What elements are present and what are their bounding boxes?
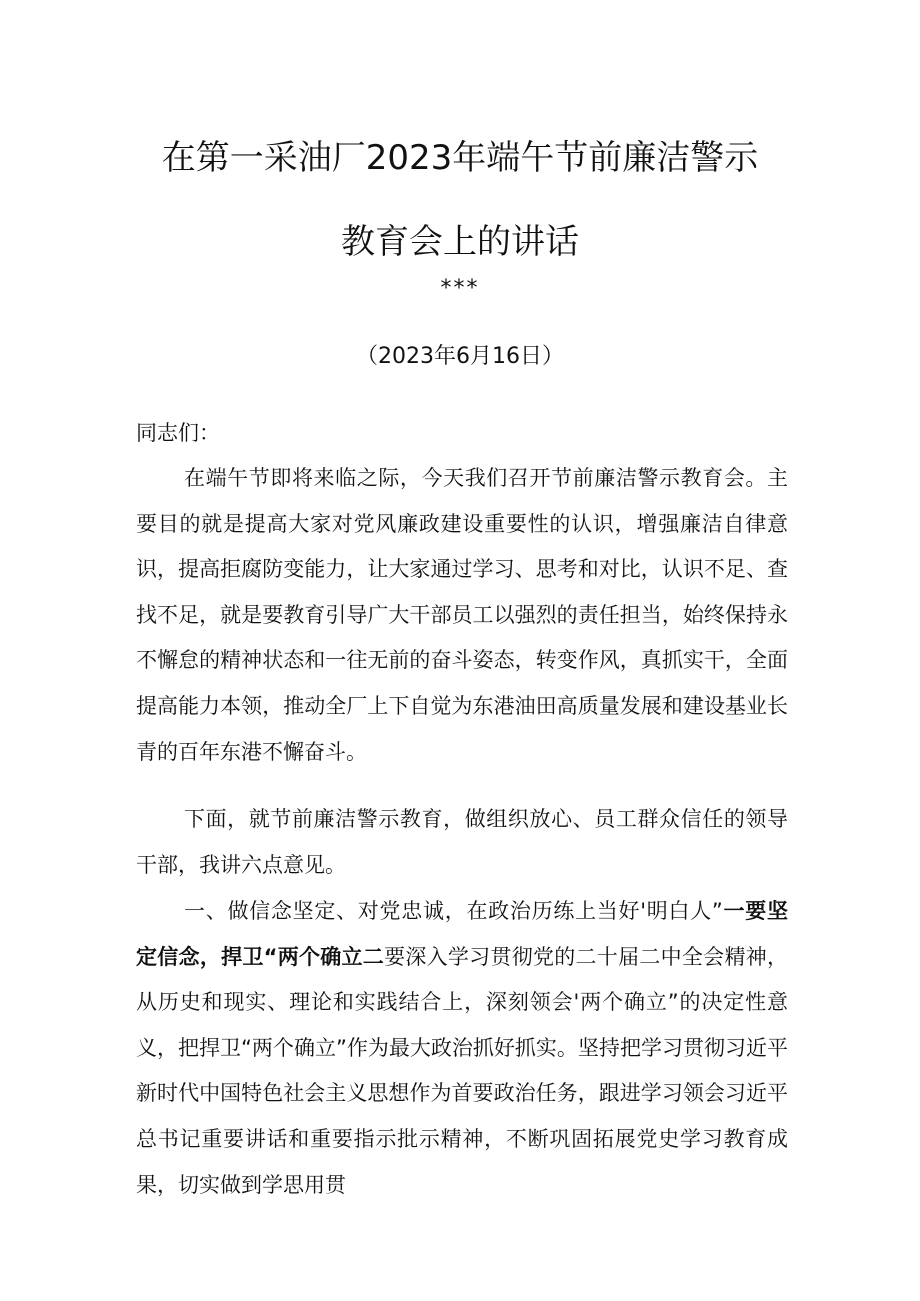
salutation: 同志们： bbox=[136, 421, 220, 445]
paragraph-3-body: 要深入学习贯彻党的二十届二中全会精神，从历史和现实、理论和实践结合上，深刻领会'两个确立”的决定性意义，把捍卫“两个确立”作为最大政治抓好抓实。坚持把学习贯彻习近平新时代中国特色社会主义思想作为首要政治任务，跟进学习领会习近平总书记重要讲话和重要指示批示精神，不断巩固拓展党史学习教育成果，切实做到学思用贯 bbox=[136, 944, 788, 1197]
document-title-line-1: 在第一采油厂2023年端午节前廉洁警示 bbox=[161, 138, 759, 178]
section-heading: 一、做信念坚定、对党忠诚，在政治历练上当好'明白人” bbox=[184, 899, 723, 923]
paragraph-3 bbox=[136, 889, 788, 1208]
paragraph-1: 在端午节即将来临之际，今天我们召开节前廉洁警示教育会。主要目的就是提高大家对党风廉政建设重要性的认识，增强廉洁自律意识，提高拒腐防变能力，让大家通过学习、思考和对比，认识不足、查找不足，就是要教育引导广大干部员工以强烈的责任担当，始终保持永不懈怠的精神状态和一往无前的奋斗姿态，转变作风，真抓实干，全面提高能力本领，推动全厂上下自觉为东港油田高质量发展和建设基业长青的百年东港不懈奋斗。 bbox=[136, 466, 788, 764]
document-title-line-2: 教育会上的讲话 bbox=[341, 222, 579, 262]
author: *** bbox=[440, 276, 480, 301]
speech-date: （2023年6月16日） bbox=[356, 344, 564, 369]
paragraph-2: 下面，就节前廉洁警示教育，做组织放心、员工群众信任的领导干部，我讲六点意见。 bbox=[136, 807, 788, 877]
bold-subheading: 一要坚定信念，捍卫“两个确立二 bbox=[136, 899, 789, 969]
